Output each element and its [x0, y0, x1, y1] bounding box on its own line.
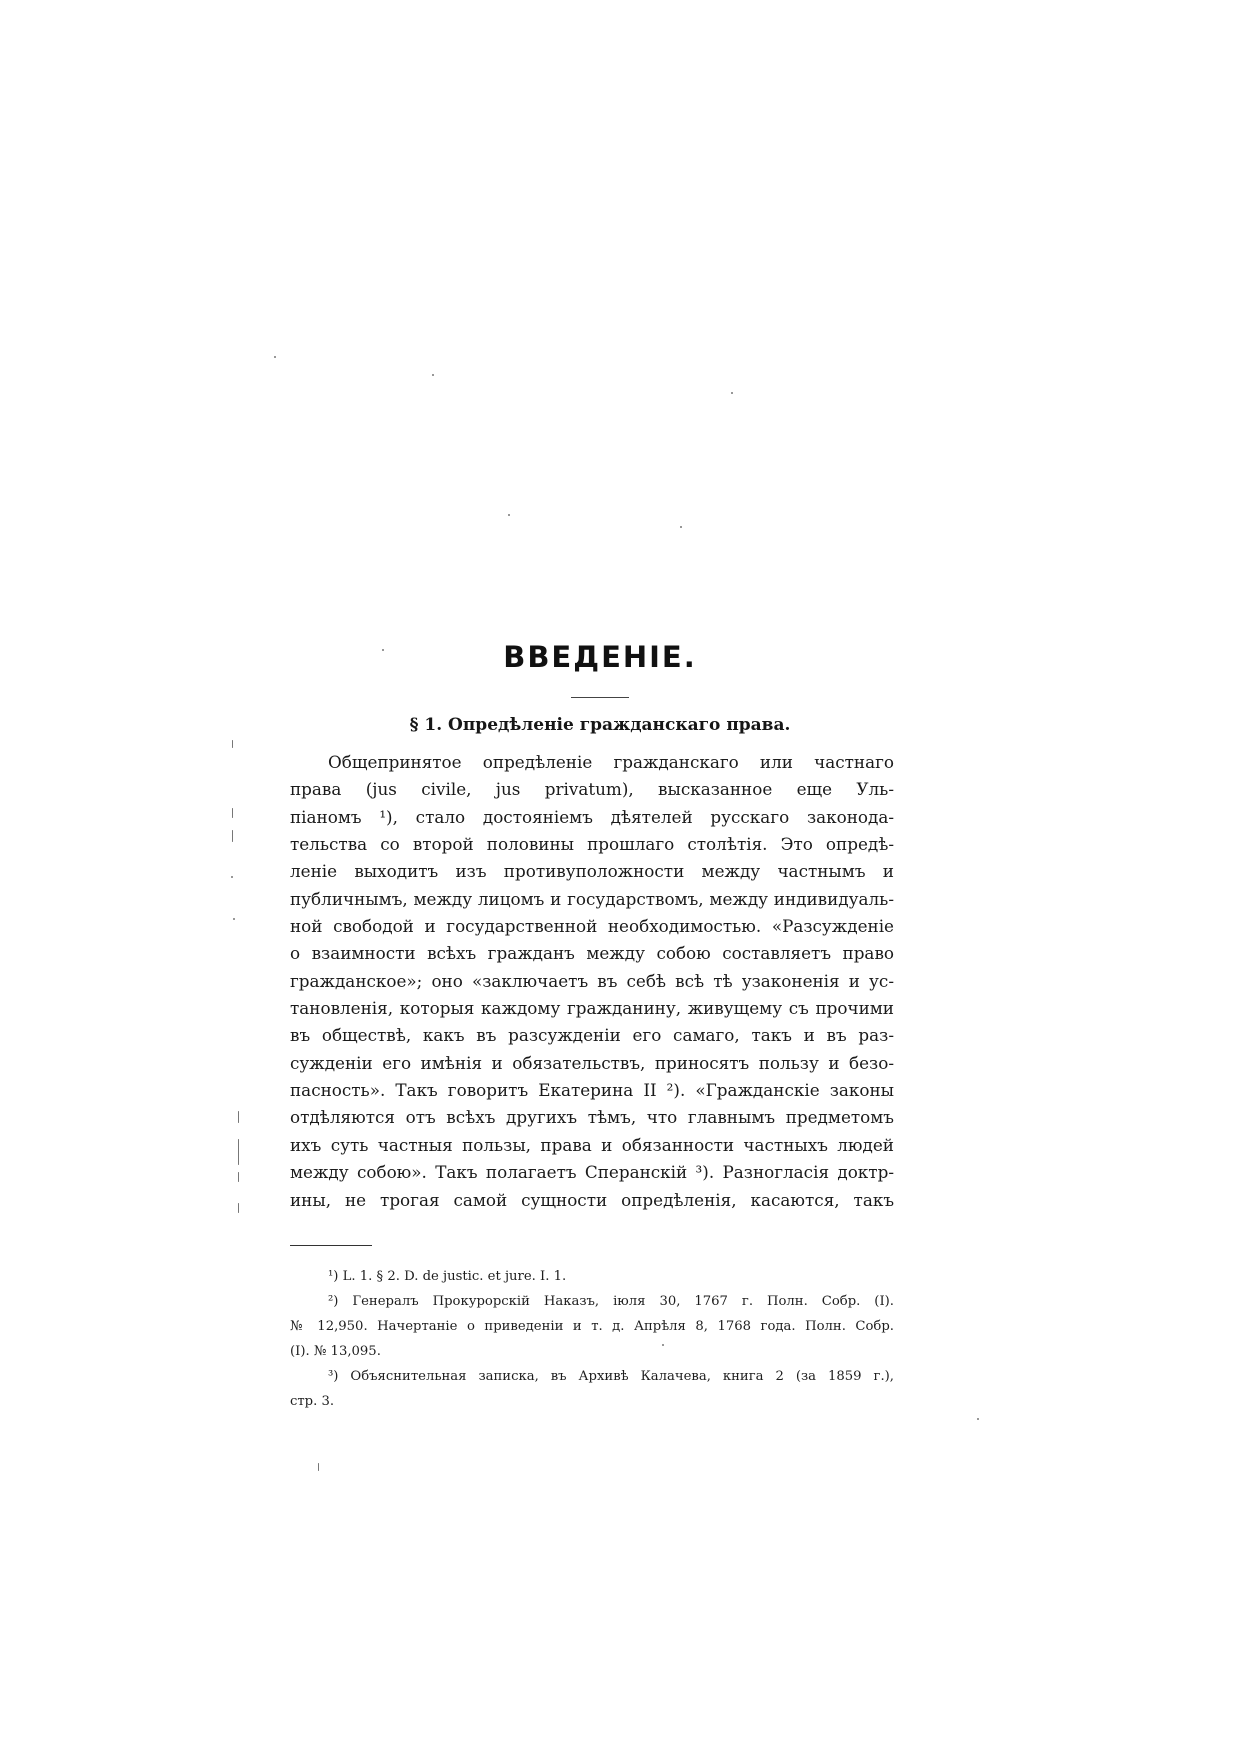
margin-mark: [238, 1172, 239, 1182]
title-divider: [571, 697, 629, 698]
footnote-line: № 12,950. Начертаніе о приведеніи и т. д. Апрѣля 8, 1768 года. Полн. Собр.: [290, 1319, 894, 1334]
margin-mark: [238, 1111, 239, 1123]
footnote-line: ¹) L. 1. § 2. D. de justic. et jure. I. 1.: [328, 1269, 567, 1284]
body-line: леніе выходитъ изъ противуположности между частнымъ и: [290, 861, 894, 882]
footnote-line: ²) Генералъ Прокурорскій Наказъ, іюля 30, 1767 г. Полн. Собр. (I).: [328, 1294, 894, 1309]
body-line: ины, не трогая самой сущности опредѣленія, касаются, такъ: [290, 1189, 894, 1210]
body-line: о взаимности всѣхъ гражданъ между собою составляетъ право: [290, 943, 894, 964]
footnote-divider: [290, 1245, 372, 1246]
body-line: публичнымъ, между лицомъ и государствомъ, между индивидуаль-: [290, 888, 894, 909]
body-line: тановленія, которыя каждому гражданину, живущему съ прочими: [290, 998, 894, 1019]
scan-speck: [382, 649, 384, 651]
body-line: пасность». Такъ говоритъ Екатерина II ²). «Гражданскіе законы: [290, 1080, 894, 1101]
body-line: отдѣляются отъ всѣхъ другихъ тѣмъ, что главнымъ предметомъ: [290, 1107, 894, 1128]
margin-mark: [232, 808, 233, 818]
scan-speck: [977, 1418, 979, 1420]
body-line: въ обществѣ, какъ въ разсужденіи его самаго, такъ и въ раз-: [290, 1025, 894, 1046]
scan-speck: [662, 1344, 664, 1346]
footnote-line: ³) Объяснительная записка, въ Архивѣ Калачева, книга 2 (за 1859 г.),: [328, 1369, 894, 1384]
margin-mark: [318, 1463, 319, 1471]
scan-speck: [233, 918, 235, 920]
chapter-title: ВВЕДЕНІЕ.: [503, 640, 697, 674]
body-line: между собою». Такъ полагаетъ Сперанскій ³). Разногласія доктр-: [290, 1162, 894, 1183]
scan-speck: [680, 526, 682, 528]
body-line: гражданское»; оно «заключаетъ въ себѣ всѣ тѣ узаконенія и ус-: [290, 970, 894, 991]
body-line: ной свободой и государственной необходимостью. «Разсужденіе: [290, 916, 894, 937]
body-line: права (jus civile, jus privatum), высказанное еще Уль-: [290, 779, 894, 800]
section-heading: § 1. Опредѣленіе гражданскаго права.: [409, 715, 791, 735]
body-text: [290, 749, 894, 1214]
margin-mark: [238, 1139, 239, 1165]
footnotes: [290, 1264, 894, 1414]
body-line: Общепринятое опредѣленіе гражданскаго или частнаго: [328, 752, 894, 772]
scan-speck: [231, 876, 233, 878]
margin-mark: [238, 1203, 239, 1213]
margin-mark: [232, 830, 233, 842]
footnote-line: стр. 3.: [290, 1394, 335, 1409]
body-line: тельства со второй половины прошлаго столѣтія. Это опредѣ-: [290, 834, 894, 855]
body-line: сужденіи его имѣнія и обязательствъ, приносятъ пользу и безо-: [290, 1052, 894, 1073]
scan-speck: [274, 356, 276, 358]
body-line: ихъ суть частныя пользы, права и обязанности частныхъ людей: [290, 1134, 894, 1155]
scan-speck: [508, 514, 510, 516]
scan-speck: [432, 374, 434, 376]
margin-mark: [232, 740, 233, 748]
footnote-line: (I). № 13,095.: [290, 1344, 381, 1359]
body-line: піаномъ ¹), стало достояніемъ дѣятелей русскаго законода-: [290, 806, 894, 827]
scan-speck: [731, 392, 733, 394]
